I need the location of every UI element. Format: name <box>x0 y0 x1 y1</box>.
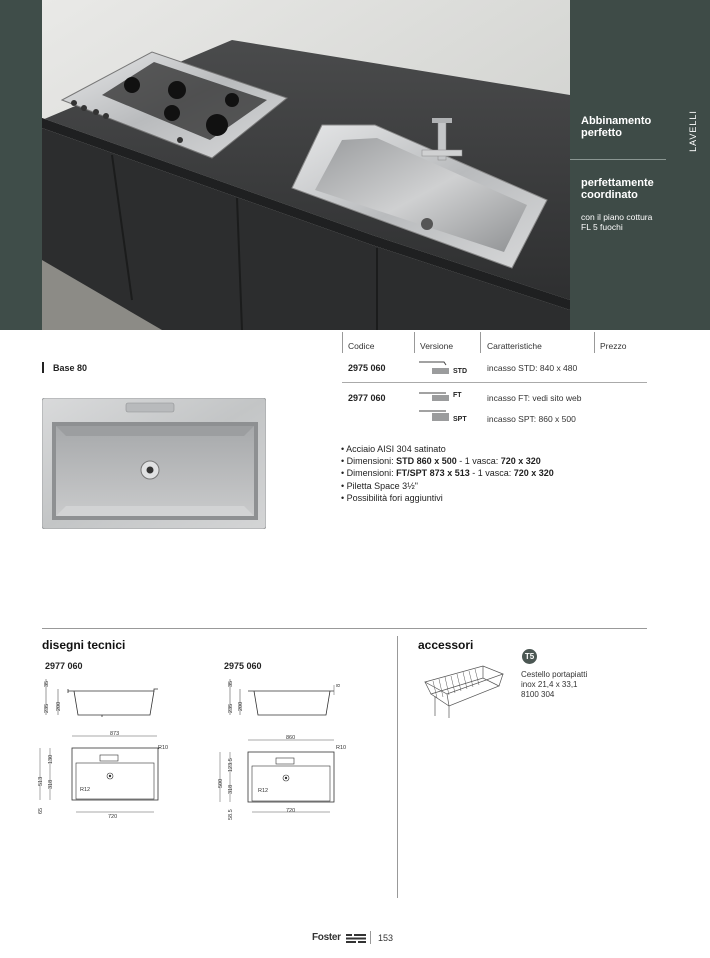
table-header-versione: Versione <box>420 341 454 351</box>
product-code: 2975 060 <box>348 363 386 373</box>
dimension-label: R12 <box>258 788 269 794</box>
dimension-label: 860 <box>286 735 296 741</box>
accessory-details <box>521 670 587 700</box>
brand-logo-mark <box>346 934 366 943</box>
std-version-icon <box>418 360 452 376</box>
panel-subheading: perfettamente coordinato <box>581 177 654 201</box>
table-col-divider <box>342 332 343 353</box>
feature-item: • Possibilità fori aggiuntivi <box>341 492 443 503</box>
dimension-label: 720 <box>108 814 118 820</box>
dimension-label: 58.5 <box>228 809 234 820</box>
brand-logo: Foster <box>312 932 341 943</box>
table-row-divider <box>342 382 647 383</box>
panel-divider <box>570 159 666 160</box>
left-color-strip <box>0 0 42 330</box>
section-divider <box>42 628 647 629</box>
dimension-label: R10 <box>336 745 347 751</box>
dimension-label: 35 <box>228 680 234 687</box>
panel-note: con il piano cottura FL 5 fuochi <box>581 212 653 232</box>
feature-list <box>341 443 554 504</box>
version-label: FT <box>453 392 462 399</box>
top-plan-drawing <box>32 728 182 828</box>
product-name: Base 80 <box>53 363 88 373</box>
dimension-label: 35 <box>44 680 50 687</box>
spt-version-icon <box>418 409 452 423</box>
drawing-code: 2977 060 <box>45 661 83 671</box>
accessory-size: inox 21,4 x 33,1 <box>521 680 578 689</box>
dimension-label: 123.5 <box>228 758 234 772</box>
table-header-codice: Codice <box>348 341 375 351</box>
table-header-prezzo: Prezzo <box>600 341 627 351</box>
sink-product-photo <box>42 398 266 529</box>
version-label: SPT <box>453 416 467 423</box>
dimension-label: 513 <box>38 776 44 786</box>
section-side-label: LAVELLI <box>687 110 698 152</box>
section-vertical-divider <box>397 636 398 898</box>
side-profile-drawing <box>222 675 352 725</box>
dimension-label: 200 <box>238 701 244 711</box>
dimension-label: 130 <box>48 754 54 764</box>
footer-divider <box>370 931 371 944</box>
dimension-label: 318 <box>228 784 234 794</box>
dimension-label: R12 <box>80 787 91 793</box>
accessories-title: accessori <box>418 638 474 652</box>
version-label: STD <box>453 368 467 375</box>
panel-heading: Abbinamento perfetto <box>581 115 652 139</box>
feature-cell: incasso SPT: 860 x 500 <box>487 414 576 424</box>
dimension-label: 200 <box>56 701 62 711</box>
dish-rack-image <box>421 660 507 724</box>
dimension-label: 65 <box>38 807 44 814</box>
drawings-title: disegni tecnici <box>42 638 126 652</box>
kitchen-photo-illustration <box>42 0 570 330</box>
dimension-label: 318 <box>48 779 54 789</box>
table-col-divider <box>480 332 481 353</box>
accessory-code: 8100 304 <box>521 690 555 699</box>
dimension-label: 873 <box>110 731 120 737</box>
product-marker <box>42 362 44 373</box>
dimension-label: R10 <box>158 745 169 751</box>
dimension-label: 720 <box>286 808 296 814</box>
product-code: 2977 060 <box>348 393 386 403</box>
feature-cell: incasso FT: vedi sito web <box>487 393 582 403</box>
side-profile-drawing <box>38 675 178 725</box>
dimension-label: 235 <box>44 703 50 713</box>
dimension-label: 235 <box>228 703 234 713</box>
feature-item: • Acciaio AISI 304 satinato <box>341 444 446 454</box>
feature-item: • Dimensioni: STD 860 x 500 - 1 vasca: 720 x 320 <box>341 456 541 467</box>
feature-cell: incasso STD: 840 x 480 <box>487 363 578 373</box>
feature-panel <box>570 0 710 330</box>
accessory-name: Cestello portapiatti <box>521 670 588 679</box>
accessory-badge: T5 <box>522 649 537 664</box>
page-number: 153 <box>378 933 394 943</box>
feature-item: • Piletta Space 3½" <box>341 480 418 491</box>
feature-item: • Dimensioni: FT/SPT 873 x 513 - 1 vasca: 720 x 320 <box>341 468 554 479</box>
dimension-label: 500 <box>218 778 224 788</box>
top-plan-drawing <box>212 732 362 828</box>
drawing-code: 2975 060 <box>224 661 262 671</box>
table-col-divider <box>594 332 595 353</box>
dimension-label: 8 <box>336 683 342 687</box>
ft-version-icon <box>418 391 452 403</box>
table-col-divider <box>414 332 415 353</box>
table-header-caratteristiche: Caratteristiche <box>487 341 542 351</box>
hero-photo <box>42 0 570 330</box>
